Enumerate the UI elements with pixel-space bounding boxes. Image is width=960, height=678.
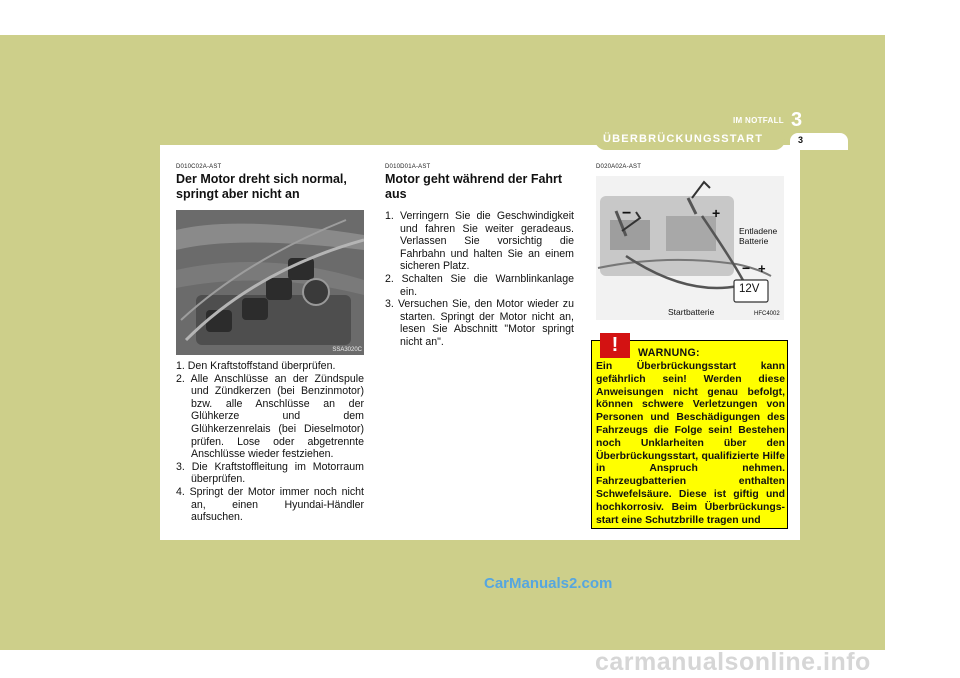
jump-start-illustration: [596, 176, 784, 320]
column-engine-cranks: [176, 164, 364, 524]
checklist: [385, 210, 574, 349]
list-item: 3. Versuchen Sie, den Motor wieder zu starten. Springt der Motor nicht an, lesen Sie Abschnitt "Motor springt nicht an".: [385, 298, 574, 348]
list-item: 1. Den Kraftstoffstand überprüfen.: [176, 360, 336, 372]
image-caption: SSA3020C: [332, 347, 362, 353]
section-label: IM NOTFALL: [733, 116, 784, 125]
plus-terminal-sign: +: [712, 205, 721, 221]
battery-voltage-label: 12V: [739, 283, 760, 295]
minus-terminal-sign: −: [622, 205, 632, 222]
section-code: D010D01A-AST: [385, 164, 431, 170]
list-item: 3. Die Kraftstoffleitung im Motorraum überprüfen.: [176, 460, 364, 486]
list-item: 1. Verringern Sie die Geschwindigkeit und fahren Sie weiter geradeaus. Verlassen Sie vorsichtig die Fahrbahn und halten Sie an einem sicheren Platz.: [385, 210, 574, 273]
section-heading: Motor geht während der Fahrt aus: [385, 172, 563, 201]
page-number: 3: [798, 135, 804, 145]
discharged-label-line-2: Batterie: [739, 236, 769, 246]
warning-exclamation-icon: !: [600, 333, 630, 358]
engine-ignition-coils-image: [176, 210, 364, 355]
discharged-battery-label: [739, 226, 777, 246]
list-item: 2. Alle Anschlüsse an der Zündspule und Zündkerzen (bei Benzinmotor) bzw. alle Anschlüsse an der Glühkerze und dem Glühkerzenrelais (bei Dieselmotor) prüfen. Lose oder abgetrennte Anschlüsse wieder festziehen.: [176, 372, 364, 461]
section-heading: Der Motor dreht sich normal, springt aber nicht an: [176, 172, 347, 201]
start-battery-plus: +: [758, 261, 766, 276]
topic-tab: [595, 129, 785, 150]
list-item: 2. Schalten Sie die Warnblinkanlage ein.: [385, 272, 574, 298]
warning-text: Ein Überbrückungsstart kann gefährlich sein! Werden diese Anweisungen nicht genau befolgt, können schwere Verletzungen von Personen und Beschädigungen des Fahrzeugs die Folge sein! Bestehen noch Unklarheiten über den Überbrückungsstart, qualifizierte Hilfe in Anspruch nehmen. Fahrzeugbatterien enthalten Schwefelsäure. Diese ist giftig und hochkorrosiv. Beim Überbrückungs-start eine Schutzbrille tragen und: [596, 361, 785, 526]
watermark-footer: carmanualsonline.info: [595, 648, 871, 676]
list-item: 4. Springt der Motor immer noch nicht an, einen Hyundai-Händler aufsuchen.: [176, 485, 364, 524]
page-number-box: [790, 133, 848, 150]
section-code: D020A02A-AST: [596, 164, 642, 170]
diagram-caption: HFC4002: [754, 311, 780, 317]
jump-start-diagram: [596, 176, 784, 320]
start-battery-label: Startbatterie: [668, 307, 715, 317]
discharged-label-line-1: Entladene: [739, 226, 778, 236]
topic-title: ÜBERBRÜCKUNGSSTART: [603, 133, 764, 145]
warning-title: WARNUNG:: [638, 347, 700, 359]
checklist: [176, 360, 364, 524]
section-code: D010C02A-AST: [176, 164, 222, 170]
engine-photo: [176, 210, 364, 355]
column-engine-stalls: [385, 164, 574, 349]
watermark-link[interactable]: CarManuals2.com: [484, 575, 613, 592]
start-battery-minus: −: [742, 260, 751, 276]
chapter-number: 3: [791, 109, 803, 131]
